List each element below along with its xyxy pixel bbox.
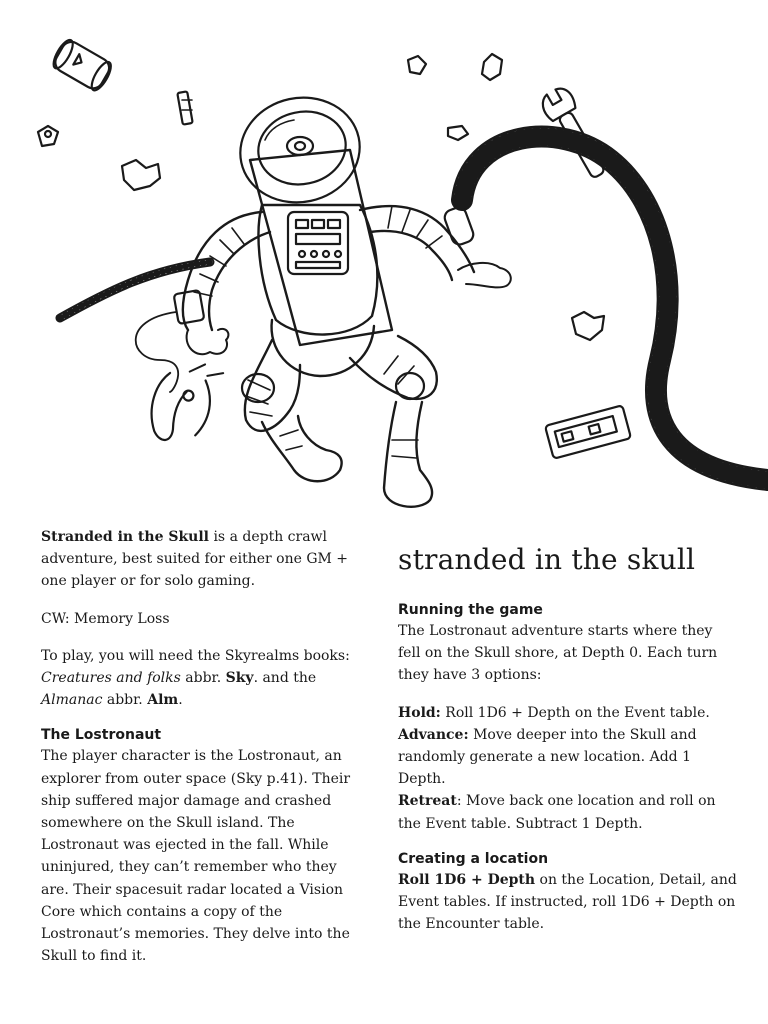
book-almanac: Almanac — [41, 692, 103, 709]
chest-control-panel — [288, 212, 348, 274]
left-hose — [60, 262, 210, 318]
running-paragraph: The Lostronaut adventure starts where they fell on the Skull shore, at Depth 0. Each turn they have 3 options: — [398, 623, 718, 684]
creating-bold: Roll 1D6 + Depth — [398, 871, 536, 888]
retreat-text: : Move back one location and roll on the Event table. Subtract 1 Depth. — [398, 793, 716, 832]
cable — [136, 312, 178, 392]
creating-paragraph — [398, 869, 738, 936]
intro-title: Stranded in the Skull — [41, 529, 209, 545]
intro-paragraph — [41, 526, 363, 593]
lostronaut-paragraph: The player character is the Lostronaut, an explorer from outer space (Sky p.41). Their ship suffered major damage and crashed somewhere on the Skull island. The Lostronaut was ejected in the fall. While uninjured, they can’t remember who they are. Their spacesuit radar located a Vision Core which contains a copy of the Lostronaut’s memories. They delve into the Skull to find it. — [41, 748, 351, 965]
hold-label: Hold: — [398, 704, 441, 721]
astronaut-figure — [174, 87, 511, 507]
right-column — [398, 540, 738, 935]
floating-canister — [50, 37, 114, 93]
requirements-text: To play, you will need the Skyrealms books: — [41, 647, 350, 664]
left-column — [41, 526, 363, 967]
abbr-sky: Sky — [225, 670, 254, 687]
creating-heading: Creating a location — [398, 850, 549, 867]
pliers-icon — [141, 352, 224, 452]
retreat-option — [398, 790, 738, 834]
page-title: stranded in the skull — [398, 543, 696, 576]
advance-text: Move deeper into the Skull and randomly generate a new location. Add 1 Depth. — [398, 726, 697, 788]
retreat-label: Retreat — [398, 793, 457, 810]
requirements-text: . and the — [253, 670, 317, 687]
requirements-text: abbr. — [102, 692, 148, 709]
creating-text: on the Location, Detail, and Event tables. If instructed, roll 1D6 + Depth on the Encounter table. — [398, 871, 737, 933]
running-heading: Running the game — [398, 602, 543, 618]
advance-label: Advance: — [398, 726, 469, 743]
lostronaut-heading: The Lostronaut — [41, 727, 162, 744]
requirements-paragraph — [41, 645, 363, 712]
requirements-text: abbr. — [180, 670, 226, 687]
floating-device — [545, 405, 631, 459]
advance-option — [398, 724, 738, 791]
content-warning: CW: Memory Loss — [41, 610, 170, 627]
abbr-alm: Alm — [147, 692, 179, 709]
hold-option — [398, 702, 738, 724]
intro-text: is a depth crawl adventure, best suited for either one GM + one player or for solo gaming. — [41, 529, 349, 590]
requirements-text: . — [178, 692, 183, 709]
book-creatures: Creatures and folks — [41, 670, 181, 687]
hold-text: Roll 1D6 + Depth on the Event table. — [440, 704, 710, 721]
